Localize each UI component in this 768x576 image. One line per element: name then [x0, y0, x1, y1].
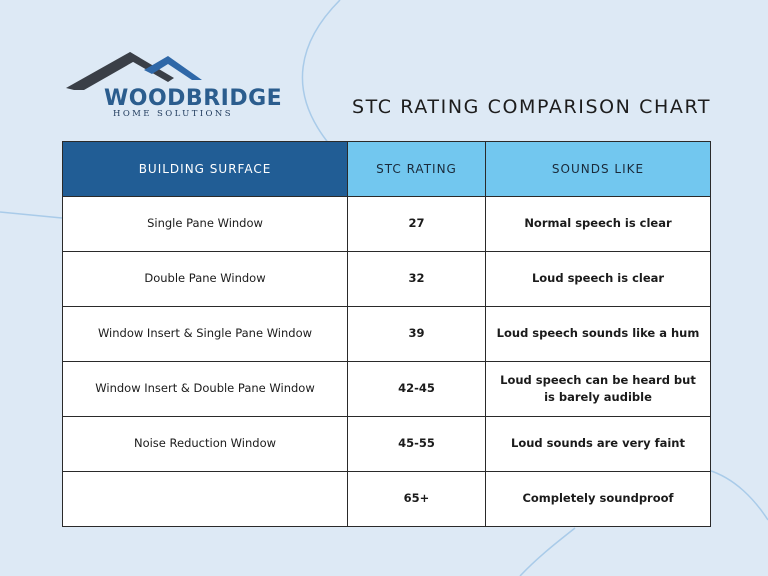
cell-sounds: Loud sounds are very faint: [486, 417, 711, 472]
stc-comparison-table: [62, 141, 711, 527]
table-row: [63, 362, 711, 417]
cell-rating: 32: [348, 252, 486, 307]
cell-surface: Window Insert & Double Pane Window: [63, 362, 348, 417]
cell-rating: 65+: [348, 472, 486, 527]
cell-rating: 45-55: [348, 417, 486, 472]
cell-sounds: Loud speech sounds like a hum: [486, 307, 711, 362]
cell-sounds: Completely soundproof: [486, 472, 711, 527]
table-row: [63, 197, 711, 252]
cell-surface: Double Pane Window: [63, 252, 348, 307]
page-title: STC RATING COMPARISON CHART: [352, 96, 712, 118]
brand-logo: [64, 50, 283, 122]
cell-sounds: Loud speech can be heard but is barely audible: [486, 362, 711, 417]
cell-surface: [63, 472, 348, 527]
cell-sounds: Normal speech is clear: [486, 197, 711, 252]
brand-name: WOODBRIDGE: [104, 86, 283, 111]
cell-sounds: Loud speech is clear: [486, 252, 711, 307]
cell-rating: 42-45: [348, 362, 486, 417]
header-building-surface: BUILDING SURFACE: [63, 142, 348, 197]
table-row: [63, 252, 711, 307]
roof-icon: [64, 50, 264, 90]
table-row: [63, 307, 711, 362]
table-row: [63, 472, 711, 527]
table-row: [63, 417, 711, 472]
cell-rating: 27: [348, 197, 486, 252]
cell-surface: Window Insert & Single Pane Window: [63, 307, 348, 362]
table-header-row: [63, 142, 711, 197]
cell-surface: Single Pane Window: [63, 197, 348, 252]
brand-tagline: HOME SOLUTIONS: [113, 109, 233, 119]
cell-surface: Noise Reduction Window: [63, 417, 348, 472]
cell-rating: 39: [348, 307, 486, 362]
header-stc-rating: STC RATING: [348, 142, 486, 197]
header-sounds-like: SOUNDS LIKE: [486, 142, 711, 197]
